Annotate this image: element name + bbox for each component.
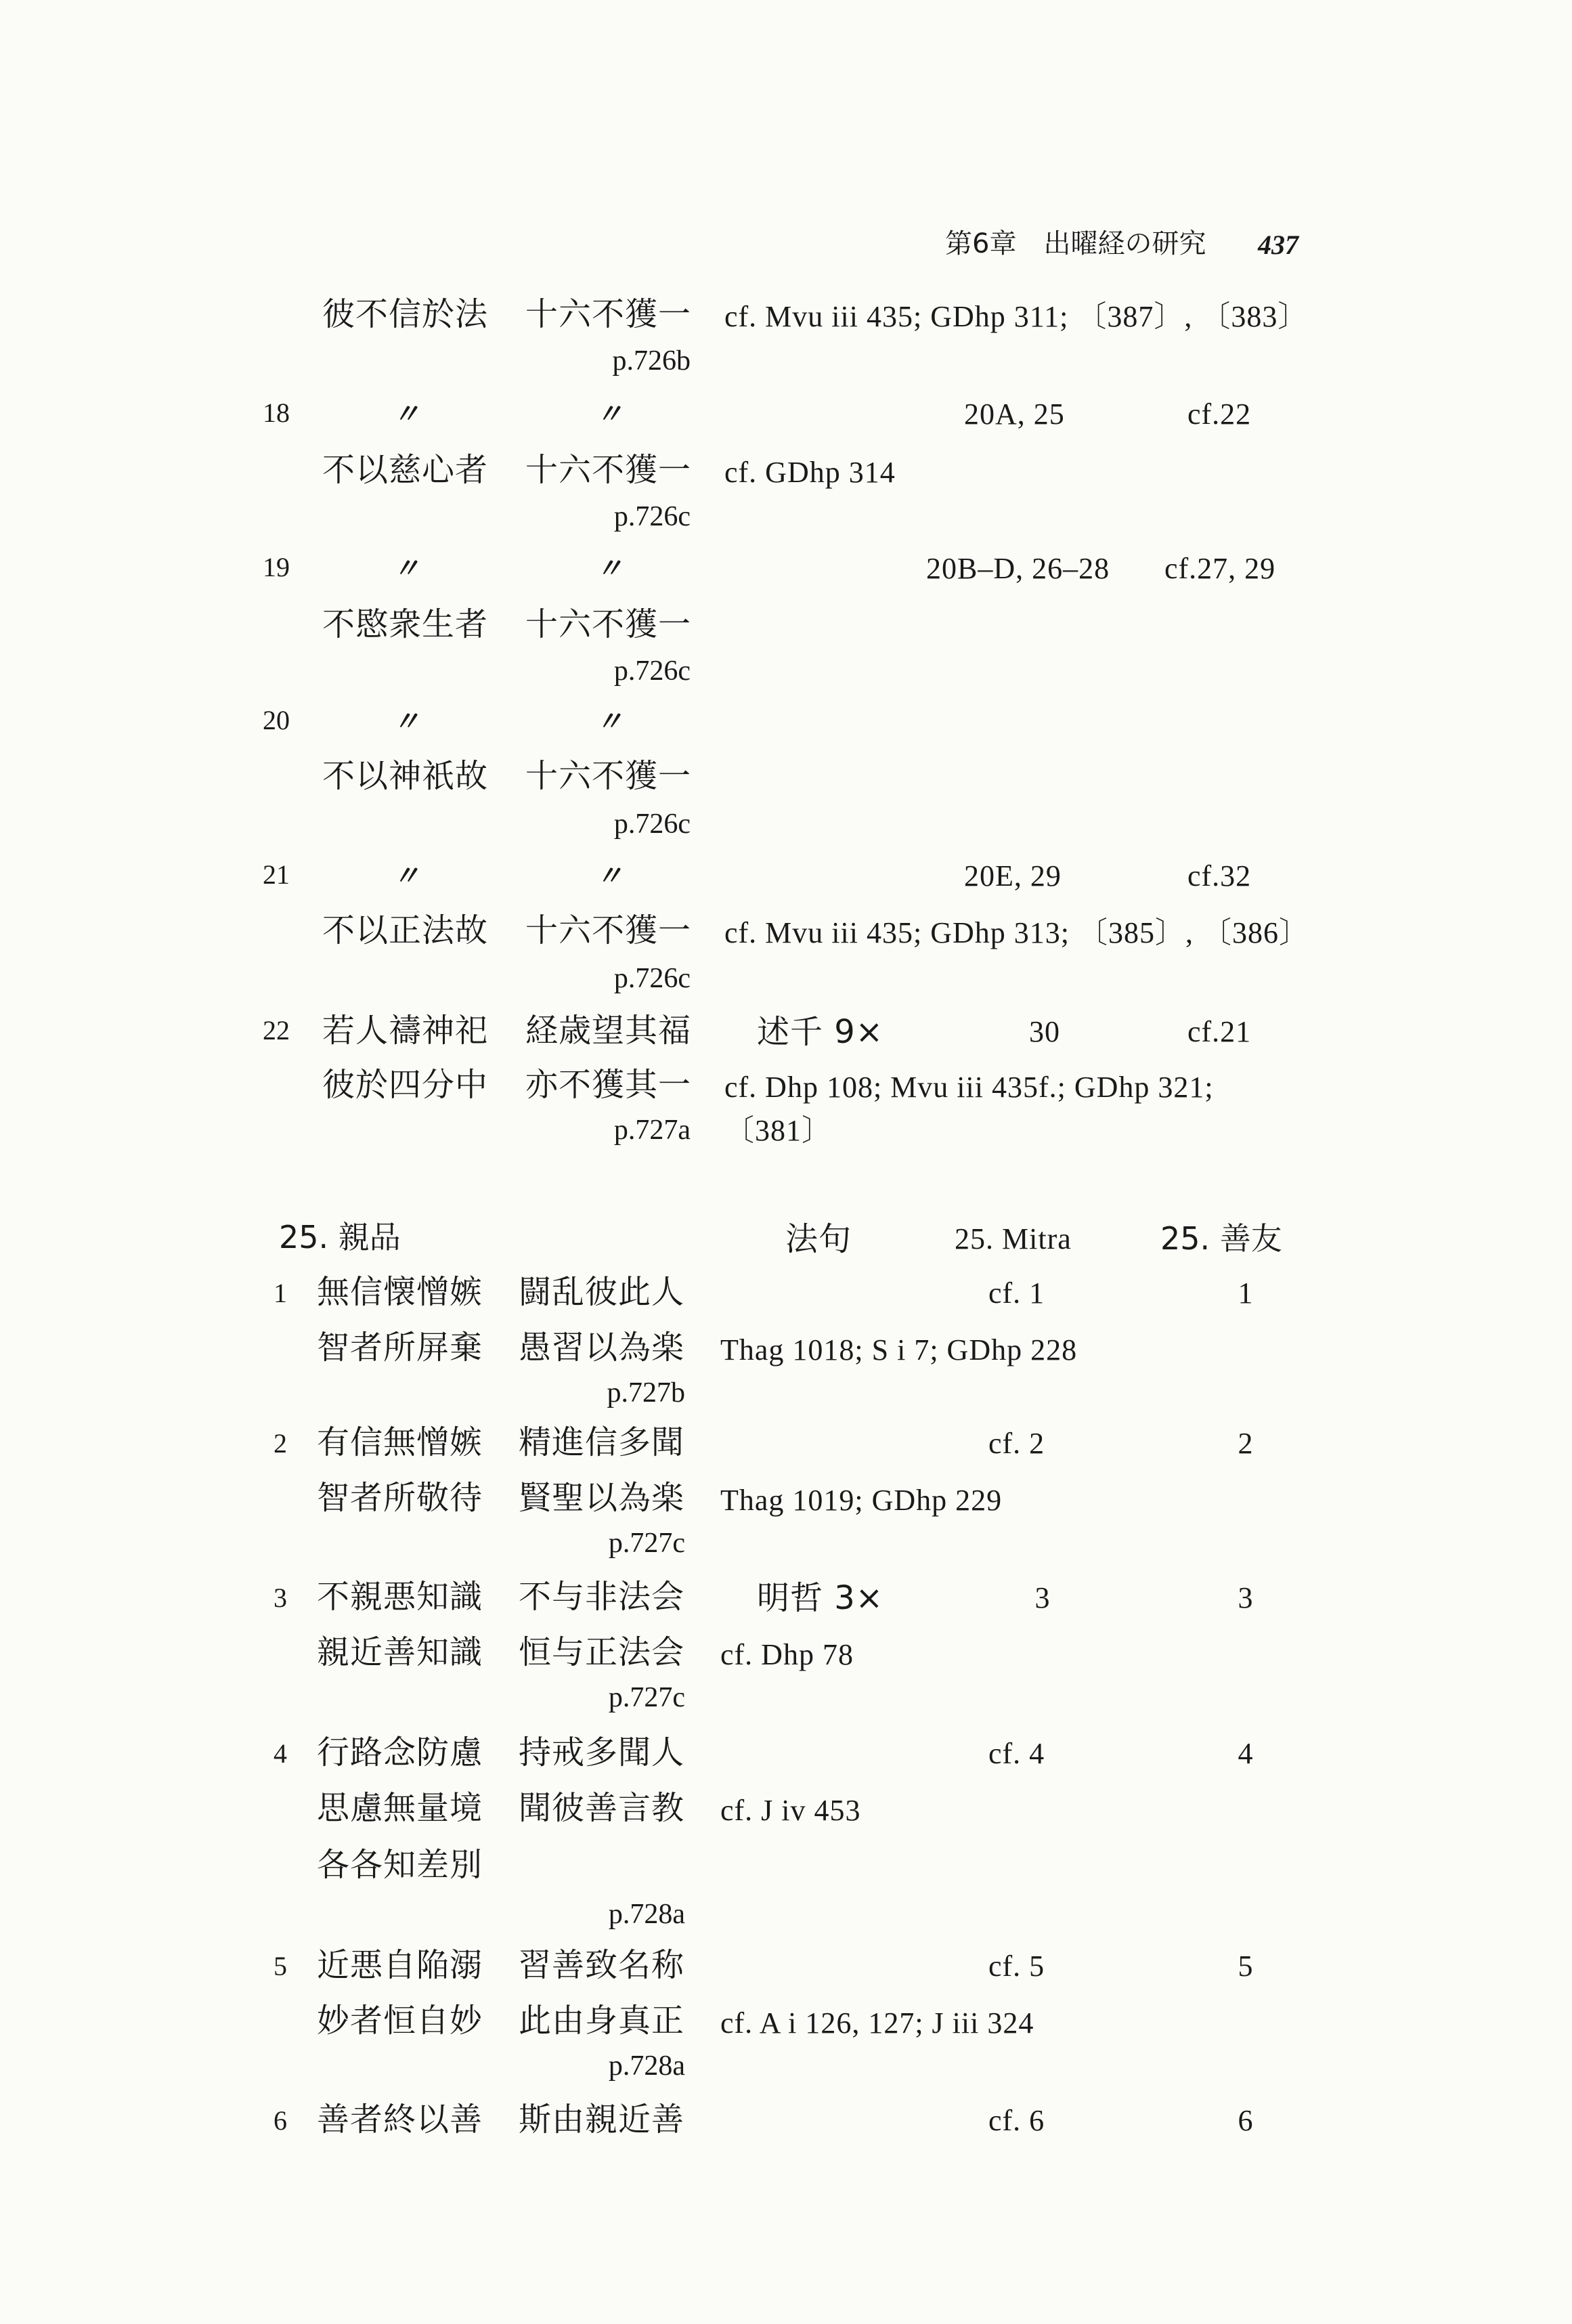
verse-line: 習善致名称 <box>519 1946 685 1984</box>
verse-line: 持戒多聞人 <box>519 1734 685 1771</box>
verse-line: 若人禱神祀 <box>322 1012 489 1050</box>
verse-line: 思慮無量境 <box>317 1789 483 1827</box>
running-header: 第6章 出曜経の研究 <box>945 228 1206 259</box>
column-b-value: cf.32 <box>1187 859 1252 892</box>
verse-line: 不以正法故 <box>322 911 489 949</box>
parallel-reference: cf. Dhp 108; Mvu iii 435f.; GDhp 321; <box>724 1071 1214 1104</box>
verse-line: 斯由親近善 <box>519 2101 685 2138</box>
column-b-value: cf.22 <box>1187 397 1252 431</box>
column-b-value: 4 <box>1238 1737 1254 1770</box>
parallel-reference: Thag 1019; GDhp 229 <box>720 1484 1003 1517</box>
taisho-page: p.727c <box>608 1682 685 1713</box>
column-b-value: 6 <box>1238 2104 1254 2137</box>
taisho-page: p.728a <box>608 2050 685 2082</box>
verse-line: 彼不信於法 <box>322 295 489 333</box>
verse-line: 精進信多聞 <box>519 1423 685 1461</box>
taisho-page: p.726c <box>613 963 691 994</box>
column-a-value: 20A, 25 <box>964 397 1065 431</box>
column-a-value: 30 <box>1029 1015 1060 1048</box>
verse-number: 6 <box>274 2105 287 2136</box>
taisho-page: p.726b <box>612 345 691 376</box>
verse-number: 1 <box>274 1278 287 1308</box>
verse-number: 5 <box>274 1951 287 1981</box>
verse-line: 智者所敬待 <box>317 1479 483 1517</box>
verse-number: 20 <box>263 705 290 735</box>
verse-line: 十六不獲一 <box>525 911 692 949</box>
page-number: 437 <box>1258 230 1298 260</box>
column-a-value: 20B–D, 26–28 <box>926 552 1110 585</box>
verse-line: 智者所屏棄 <box>317 1329 483 1367</box>
column-header-b: 25. 善友 <box>1160 1220 1282 1257</box>
taisho-page: p.727c <box>608 1528 685 1559</box>
verse-number: 3 <box>274 1583 287 1613</box>
column-a-value: cf. 4 <box>988 1737 1045 1770</box>
column-header-x: 法句 <box>785 1220 852 1258</box>
verse-line: 彼於四分中 <box>322 1066 489 1104</box>
column-b-value: 3 <box>1238 1581 1254 1614</box>
ditto-mark: 〃 <box>596 553 623 584</box>
verse-line: 妙者恒自妙 <box>317 2002 483 2040</box>
column-a-value: cf. 2 <box>988 1427 1045 1460</box>
ditto-mark: 〃 <box>393 861 420 891</box>
parallel-reference: Thag 1018; S i 7; GDhp 228 <box>720 1333 1078 1367</box>
verse-line: 聞彼善言教 <box>519 1789 685 1827</box>
dharmapada-x-ref: 明哲 3× <box>757 1579 884 1617</box>
verse-line: 親近善知識 <box>317 1633 483 1671</box>
verse-number: 22 <box>263 1015 290 1046</box>
verse-line: 不以慈心者 <box>322 451 489 489</box>
taisho-page: p.728a <box>608 1899 685 1930</box>
verse-line: 闘乱彼此人 <box>519 1273 685 1311</box>
verse-line: 不親悪知識 <box>317 1578 483 1616</box>
verse-line: 此由身真正 <box>519 2002 685 2040</box>
taisho-page: p.727b <box>607 1377 685 1408</box>
verse-number: 2 <box>274 1428 287 1459</box>
parallel-reference: cf. Dhp 78 <box>720 1638 854 1671</box>
taisho-page: p.726c <box>613 501 691 532</box>
verse-line: 経歳望其福 <box>525 1012 692 1050</box>
verse-line: 賢聖以為楽 <box>519 1479 685 1517</box>
verse-line: 不愍衆生者 <box>322 605 489 643</box>
ditto-mark: 〃 <box>596 861 623 891</box>
verse-line: 無信懐憎嫉 <box>317 1273 483 1311</box>
verse-line: 十六不獲一 <box>525 757 692 795</box>
column-b-value: 2 <box>1238 1427 1254 1460</box>
ditto-mark: 〃 <box>596 706 623 737</box>
verse-line: 亦不獲其一 <box>525 1066 692 1104</box>
verse-number: 19 <box>263 552 290 582</box>
parallel-reference: cf. GDhp 314 <box>724 456 896 489</box>
column-a-value: cf. 6 <box>988 2104 1045 2137</box>
verse-line: 十六不獲一 <box>525 451 692 489</box>
column-b-value: cf.21 <box>1187 1015 1252 1048</box>
ditto-mark: 〃 <box>596 399 623 429</box>
taisho-page: p.727a <box>613 1115 691 1146</box>
verse-line: 恒与正法会 <box>519 1633 685 1671</box>
parallel-reference: cf. Mvu iii 435; GDhp 311; 〔387〕, 〔383〕 <box>724 300 1309 333</box>
column-b-value: cf.27, 29 <box>1164 552 1276 585</box>
column-b-value: 1 <box>1238 1276 1254 1310</box>
column-a-value: 3 <box>1034 1581 1051 1614</box>
verse-line: 十六不獲一 <box>525 605 692 643</box>
dharmapada-x-ref: 述千 9× <box>757 1013 884 1051</box>
column-b-value: 5 <box>1238 1950 1254 1983</box>
verse-number: 21 <box>263 859 290 890</box>
verse-line: 各各知差別 <box>317 1846 483 1884</box>
verse-line: 十六不獲一 <box>525 295 692 333</box>
parallel-reference-cont: 〔381〕 <box>724 1114 832 1147</box>
verse-line: 不与非法会 <box>519 1578 685 1616</box>
column-a-value: cf. 1 <box>988 1276 1045 1310</box>
ditto-mark: 〃 <box>393 399 420 429</box>
verse-line: 愚習以為楽 <box>519 1329 685 1367</box>
section-title: 25. 親品 <box>279 1219 401 1255</box>
verse-number: 18 <box>263 397 290 428</box>
verse-line: 行路念防慮 <box>317 1734 483 1771</box>
ditto-mark: 〃 <box>393 706 420 737</box>
parallel-reference: cf. A i 126, 127; J iii 324 <box>720 2006 1034 2040</box>
taisho-page: p.726c <box>613 655 691 687</box>
verse-line: 不以神祇故 <box>322 757 489 795</box>
column-a-value: cf. 5 <box>988 1950 1045 1983</box>
column-a-value: 20E, 29 <box>964 859 1062 892</box>
verse-line: 近悪自陥溺 <box>317 1946 483 1984</box>
parallel-reference: cf. Mvu iii 435; GDhp 313; 〔385〕, 〔386〕 <box>724 916 1309 949</box>
taisho-page: p.726c <box>613 809 691 840</box>
verse-line: 有信無憎嫉 <box>317 1423 483 1461</box>
parallel-reference: cf. J iv 453 <box>720 1794 861 1827</box>
verse-line: 善者終以善 <box>317 2101 483 2138</box>
verse-number: 4 <box>274 1738 287 1769</box>
ditto-mark: 〃 <box>393 553 420 584</box>
column-header-a: 25. Mitra <box>955 1222 1072 1255</box>
